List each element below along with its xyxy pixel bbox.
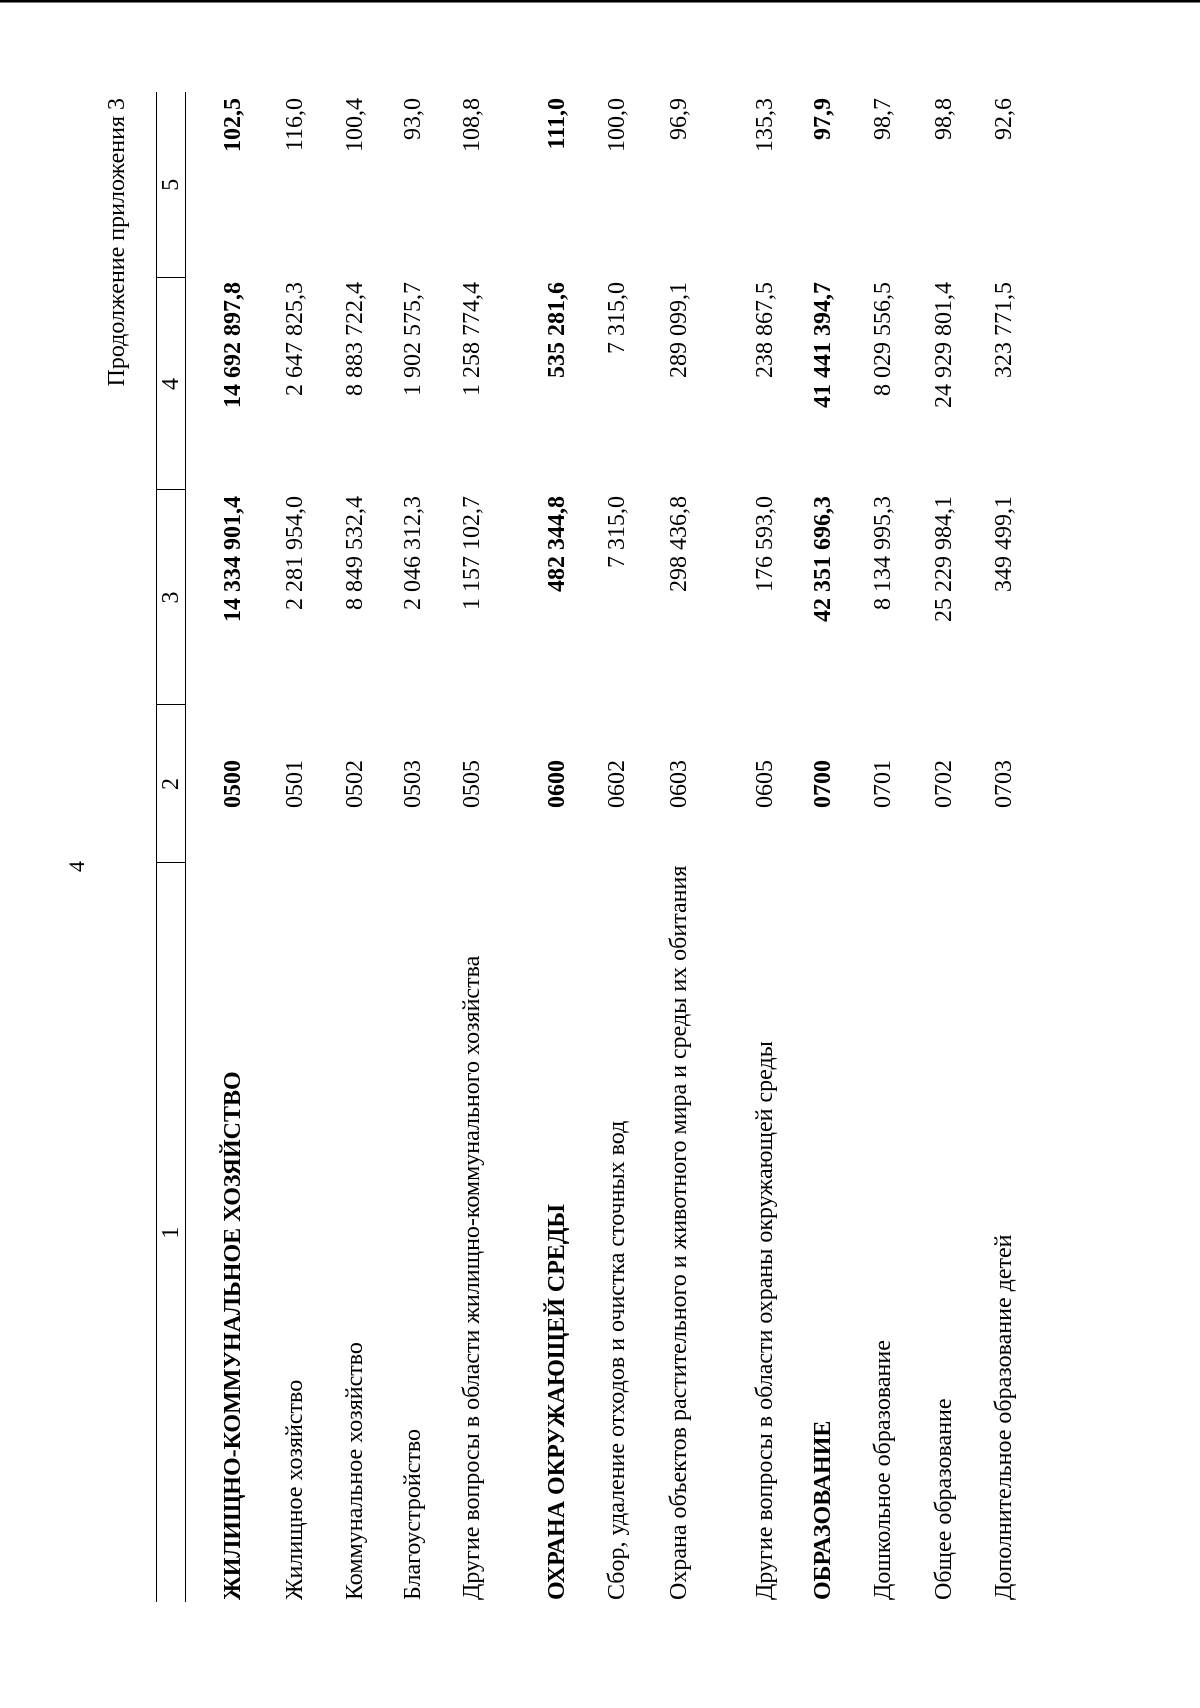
column-header-4: 4 — [157, 278, 186, 490]
table-body — [186, 92, 1030, 1602]
row-value-col4: 41 441 394,7 — [810, 282, 836, 408]
row-value-col3: 176 593,0 — [752, 496, 778, 592]
table-row — [929, 92, 989, 1602]
row-name: Другие вопросы в области охраны окружающей среды — [752, 1041, 778, 1600]
row-value-col5: 93,0 — [400, 98, 426, 140]
row-code: 0505 — [459, 760, 485, 808]
row-value-col5: 111,0 — [544, 98, 570, 150]
row-value-col3: 25 229 984,1 — [931, 496, 957, 622]
row-value-col3: 8 849 532,4 — [342, 496, 368, 610]
row-value-col3: 2 281 954,0 — [282, 496, 308, 610]
row-value-col5: 116,0 — [282, 98, 308, 152]
column-header-3: 3 — [157, 490, 186, 705]
table-row — [280, 92, 340, 1602]
row-name: ОБРАЗОВАНИЕ — [810, 1420, 836, 1600]
table-row — [602, 92, 664, 1602]
table-row — [868, 92, 929, 1602]
row-value-col4: 1 902 575,7 — [400, 282, 426, 396]
row-value-col5: 96,9 — [666, 98, 692, 140]
row-value-col4: 8 883 722,4 — [342, 282, 368, 396]
row-code: 0605 — [752, 760, 778, 808]
row-name: ОХРАНА ОКРУЖАЮЩЕЙ СРЕДЫ — [544, 1204, 570, 1600]
row-value-col4: 1 258 774,4 — [459, 282, 485, 396]
page-number: 4 — [64, 861, 89, 872]
row-value-col5: 98,7 — [870, 98, 896, 140]
row-code: 0702 — [931, 760, 957, 808]
row-code: 0503 — [400, 760, 426, 808]
row-name: Коммунальное хозяйство — [342, 1342, 368, 1600]
row-value-col5: 97,9 — [810, 98, 836, 140]
row-name: Охрана объектов растительного и животного мира и среды их обитания — [666, 865, 692, 1600]
row-value-col5: 100,0 — [604, 98, 630, 152]
row-name: Дошкольное образование — [870, 1340, 896, 1600]
row-code: 0501 — [282, 760, 308, 808]
table-header-row — [157, 92, 186, 1602]
table-row — [457, 92, 542, 1602]
table-row — [664, 92, 750, 1602]
row-value-col3: 482 344,8 — [544, 496, 570, 592]
row-value-col3: 14 334 901,4 — [220, 496, 246, 622]
table-row — [398, 92, 457, 1602]
row-name: Общее образование — [931, 1398, 957, 1600]
row-value-col4: 535 281,6 — [544, 282, 570, 378]
row-value-col4: 8 029 556,5 — [870, 282, 896, 396]
row-value-col4: 24 929 801,4 — [931, 282, 957, 408]
column-header-1: 1 — [157, 863, 186, 1602]
row-value-col3: 1 157 102,7 — [459, 496, 485, 610]
row-name: Дополнительное образование детей — [991, 1234, 1017, 1600]
row-value-col3: 2 046 312,3 — [400, 496, 426, 610]
table-row — [542, 92, 602, 1602]
row-value-col4: 323 771,5 — [991, 282, 1017, 378]
row-code: 0700 — [810, 760, 836, 808]
row-value-col4: 2 647 825,3 — [282, 282, 308, 396]
budget-table — [156, 92, 1029, 1602]
row-value-col3: 8 134 995,3 — [870, 496, 896, 610]
row-value-col4: 289 099,1 — [666, 282, 692, 378]
row-value-col3: 298 436,8 — [666, 496, 692, 592]
row-code: 0500 — [220, 760, 246, 808]
row-name: Другие вопросы в области жилищно-коммунального хозяйства — [459, 955, 485, 1600]
row-value-col3: 42 351 696,3 — [810, 496, 836, 622]
row-code: 0602 — [604, 760, 630, 808]
table-row — [340, 92, 398, 1602]
row-name: Жилищное хозяйство — [282, 1379, 308, 1600]
row-value-col5: 98,8 — [931, 98, 957, 140]
table-row — [808, 92, 868, 1602]
row-value-col5: 135,3 — [752, 98, 778, 152]
row-value-col4: 14 692 897,8 — [220, 282, 246, 408]
table-row — [186, 92, 281, 1602]
row-value-col5: 108,8 — [459, 98, 485, 152]
row-value-col4: 7 315,0 — [604, 282, 630, 354]
row-value-col5: 100,4 — [342, 98, 368, 152]
row-code: 0703 — [991, 760, 1017, 808]
row-code: 0603 — [666, 760, 692, 808]
row-value-col3: 7 315,0 — [604, 496, 630, 568]
row-code: 0701 — [870, 760, 896, 808]
row-code: 0600 — [544, 760, 570, 808]
row-code: 0502 — [342, 760, 368, 808]
continuation-note: Продолжение приложения 3 — [104, 98, 130, 387]
table-row — [989, 92, 1029, 1602]
row-name: Сбор, удаление отходов и очистка сточных вод — [604, 1120, 630, 1600]
row-value-col4: 238 867,5 — [752, 282, 778, 378]
row-value-col3: 349 499,1 — [991, 496, 1017, 592]
column-header-2: 2 — [157, 705, 186, 863]
row-value-col5: 92,6 — [991, 98, 1017, 140]
row-name: Благоустройство — [400, 1428, 426, 1600]
table-row — [750, 92, 808, 1602]
column-header-5: 5 — [157, 92, 186, 278]
row-value-col5: 102,5 — [220, 98, 246, 152]
row-name: ЖИЛИЩНО-КОММУНАЛЬНОЕ ХОЗЯЙСТВО — [220, 1071, 246, 1600]
